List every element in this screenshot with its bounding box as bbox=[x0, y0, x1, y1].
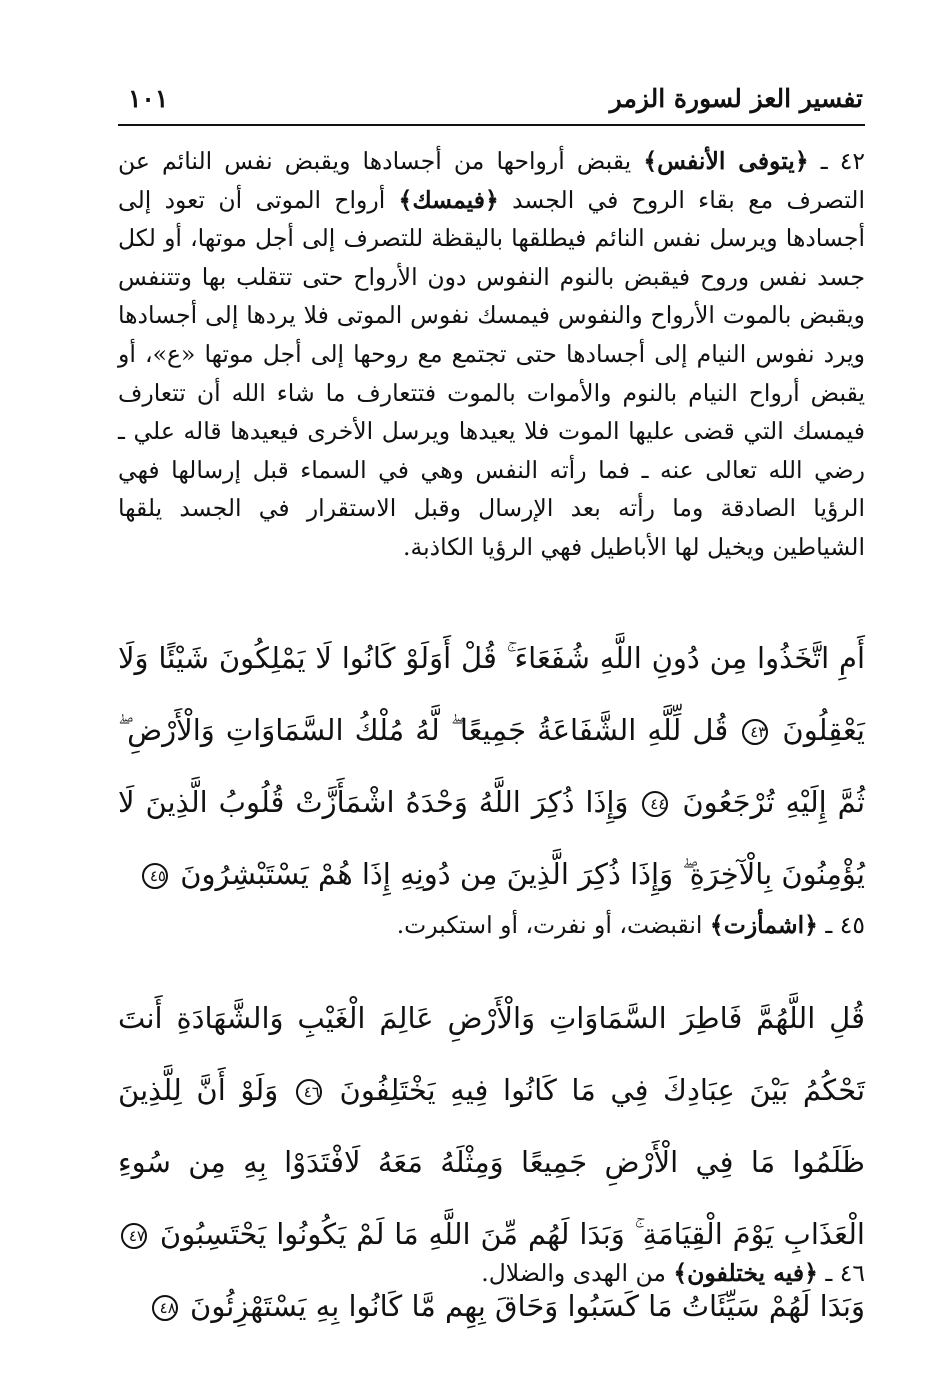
verse-text: أَمِ اتَّخَذُوا مِن دُونِ اللَّهِ شُفَعَاءَ ۚ قُلْ أَوَلَوْ كَانُوا لَا يَمْلِكُونَ شَيْئًا وَلَا يَعْقِلُونَ bbox=[118, 641, 866, 747]
ayah-number-marker: ٤٦ bbox=[296, 1079, 322, 1105]
ayah-number-marker: ٤٧ bbox=[121, 1223, 147, 1249]
note-number: ٤٥ ـ bbox=[825, 911, 865, 939]
commentary-text: يقبض أرواحها من أجسادها ويقبض نفس النائم عن التصرف مع بقاء الروح في الجسد bbox=[118, 147, 865, 214]
page-number: ١٠١ bbox=[128, 84, 169, 113]
commentary-text: من الهدى والضلال. bbox=[481, 1259, 674, 1287]
ayah-number-marker: ٤٥ bbox=[142, 863, 168, 889]
verse-text: وَلَوْ أَنَّ لِلَّذِينَ ظَلَمُوا مَا فِي الْأَرْضِ جَمِيعًا وَمِثْلَهُ مَعَهُ لَافْتَدَوْا بِهِ مِن سُوءِ الْعَذَابِ يَوْمَ الْقِيَامَةِ ۚ وَبَدَا لَهُم مِّنَ اللَّهِ مَا لَمْ يَكُونُوا يَحْتَسِبُونَ bbox=[118, 1073, 866, 1251]
note-number: ٤٦ ـ bbox=[825, 1259, 865, 1287]
running-title: تفسير العز لسورة الزمر bbox=[609, 84, 863, 113]
quoted-term: ﴿فيمسك﴾ bbox=[398, 185, 499, 214]
commentary-text: انقبضت، أو نفرت، أو استكبرت. bbox=[396, 911, 710, 939]
header-divider bbox=[118, 124, 865, 126]
verse-text: وَبَدَا لَهُمْ سَيِّئَاتُ مَا كَسَبُوا وَحَاقَ بِهِم مَّا كَانُوا بِهِ يَسْتَهْزِئُونَ bbox=[190, 1289, 865, 1323]
quoted-term: ﴿فيه يختلفون﴾ bbox=[673, 1259, 818, 1287]
quran-verses-43-45 bbox=[118, 622, 866, 891]
commentary-note-42 bbox=[118, 142, 865, 618]
verse-text: قُلِ اللَّهُمَّ فَاطِرَ السَّمَاوَاتِ وَالْأَرْضِ عَالِمَ الْغَيْبِ وَالشَّهَادَةِ أَنتَ تَحْكُمُ بَيْنَ عِبَادِكَ فِي مَا كَانُوا فِيهِ يَخْتَلِفُونَ bbox=[118, 1001, 866, 1107]
quoted-term: ﴿يتوفى الأنفس﴾ bbox=[643, 147, 809, 175]
commentary-text: أرواح الموتى أن تعود إلى أجسادها ويرسل نفس النائم فيطلقها باليقظة للتصرف إلى أجل موتها، أو لكل جسد نفس وروح فيقبض بالنوم النفوس دون الأرواح حتى تتقلب بها وتتنفس ويقبض بالموت الأرواح والنفوس فيمسك نفوس الموتى فلا يردها إلى أجسادها ويرد نفوس النيام إلى أجسادها حتى تجتمع مع روحها إلى أجل موتها «ع»، أو يقبض أرواح النيام بالنوم والأموات بالموت فتتعارف ما شاء الله أن تتعارف فيمسك التي قضى عليها الموت فلا يعيدها ويرسل الأخرى فيعيدها قاله علي ـ رضي الله تعالى عنه ـ فما رأته النفس وهي في السماء قبل إرسالها فهي الرؤيا الصادقة وما رأته بعد الإرسال وقبل الاستقرار في الجسد يلقها الشياطين ويخيل لها الأباطيل فهي الرؤيا الكاذبة. bbox=[118, 185, 865, 561]
note-number: ٤٢ ـ bbox=[820, 147, 865, 175]
commentary-note-46 bbox=[118, 1254, 865, 1294]
commentary-note-45 bbox=[118, 906, 865, 946]
ayah-number-marker: ٤٤ bbox=[642, 791, 668, 817]
quoted-term: ﴿اشمأزت﴾ bbox=[709, 911, 818, 939]
verse-text: قُل لِّلَّهِ الشَّفَاعَةُ جَمِيعًا ۖ لَّهُ مُلْكُ السَّمَاوَاتِ وَالْأَرْضِ ۖ ثُمَّ إِلَيْهِ تُرْجَعُونَ bbox=[118, 713, 866, 819]
ayah-number-marker: ٤٨ bbox=[152, 1295, 178, 1321]
verse-text: وَإِذَا ذُكِرَ اللَّهُ وَحْدَهُ اشْمَأَزَّتْ قُلُوبُ الَّذِينَ لَا يُؤْمِنُونَ بِالْآخِرَةِ ۖ وَإِذَا ذُكِرَ الَّذِينَ مِن دُونِهِ إِذَا هُمْ يَسْتَبْشِرُونَ bbox=[118, 785, 865, 891]
ayah-number-marker: ٤٣ bbox=[742, 719, 768, 745]
page-header bbox=[118, 78, 863, 122]
